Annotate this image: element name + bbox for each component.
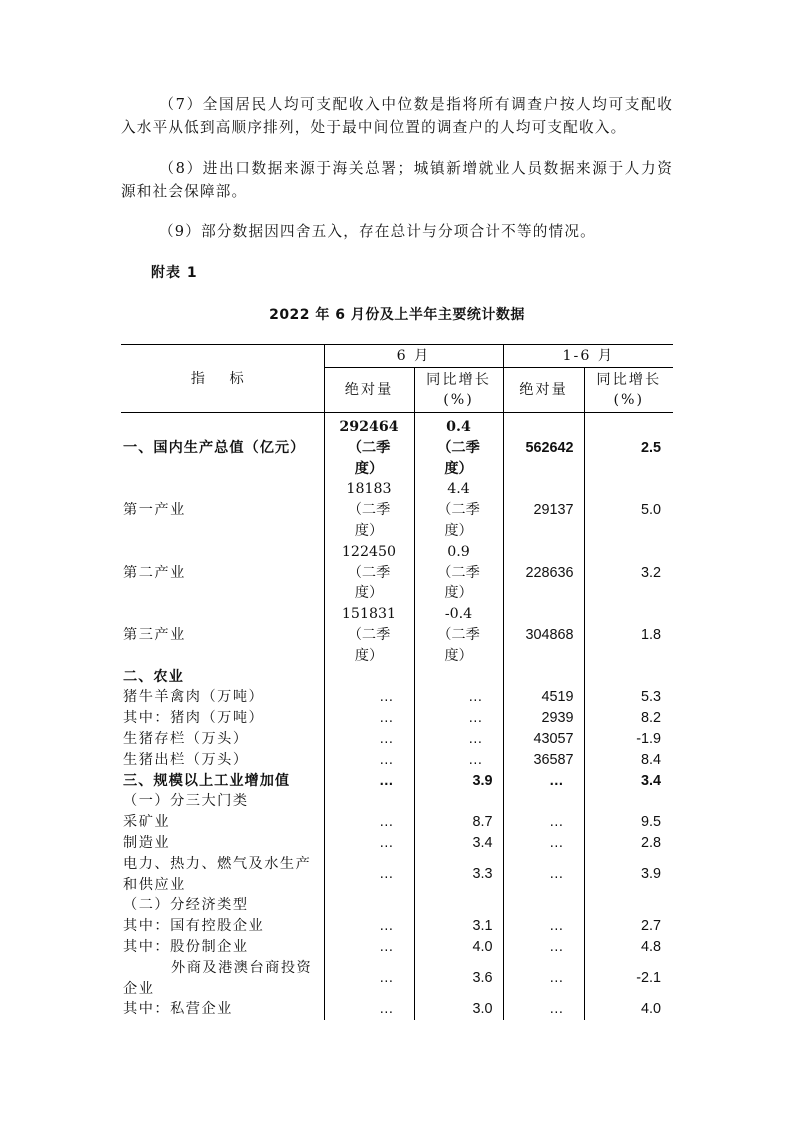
cell-june-yoy: 0.4 （二季 度） xyxy=(414,413,503,480)
cell-h1-yoy xyxy=(584,895,673,916)
cell-june-yoy: 0.9 （二季 度） xyxy=(414,542,503,604)
cell-june-yoy xyxy=(414,791,503,812)
table-row xyxy=(121,937,673,958)
cell-h1-absolute: … xyxy=(503,937,584,958)
cell-june-yoy: 8.7 xyxy=(414,812,503,833)
header-h1-yoy: 同比增长 (%) xyxy=(584,368,673,413)
table-title: 2022 年 6 月份及上半年主要统计数据 xyxy=(269,307,525,323)
cell-h1-yoy: 8.4 xyxy=(641,751,662,768)
cell-h1-yoy: 4.0 xyxy=(641,1001,662,1018)
cell-june-absolute xyxy=(324,667,414,688)
row-indicator: 猪牛羊禽肉（万吨） xyxy=(121,687,324,708)
cell-june-yoy: … xyxy=(414,708,503,729)
table-row xyxy=(121,895,673,916)
cell-h1-yoy: 3.4 xyxy=(641,772,662,789)
cell-h1-absolute: … xyxy=(503,812,584,833)
cell-june-absolute xyxy=(324,791,414,812)
cell-june-yoy xyxy=(414,667,503,688)
annex-label: 附表 1 xyxy=(151,265,198,281)
cell-h1-absolute: 29137 xyxy=(503,479,584,541)
cell-h1-yoy: 3.9 xyxy=(641,866,662,883)
table-row xyxy=(121,854,673,896)
cell-h1-yoy: 8.2 xyxy=(641,710,662,727)
cell-june-absolute: … xyxy=(324,812,414,833)
header-june: 6 月 xyxy=(324,345,503,368)
cell-h1-absolute: 43057 xyxy=(503,729,584,750)
header-indicator: 指 标 xyxy=(121,345,324,413)
cell-june-yoy: 3.4 xyxy=(414,833,503,854)
row-indicator: 二、农业 xyxy=(121,667,324,688)
row-indicator: 三、规模以上工业增加值 xyxy=(121,771,324,792)
cell-h1-yoy: 5.0 xyxy=(641,502,662,519)
table-row xyxy=(121,791,673,812)
cell-h1-absolute: 228636 xyxy=(503,542,584,604)
table-row xyxy=(121,667,673,688)
row-indicator: 其中：猪肉（万吨） xyxy=(121,708,324,729)
cell-june-yoy: 3.6 xyxy=(414,958,503,1000)
cell-h1-yoy: 4.8 xyxy=(641,938,662,955)
row-indicator: （二）分经济类型 xyxy=(121,895,324,916)
cell-h1-absolute: 36587 xyxy=(503,750,584,771)
cell-june-absolute: … xyxy=(324,937,414,958)
cell-h1-yoy: 3.2 xyxy=(641,564,662,581)
row-indicator: 外商及港澳台商投资企业 xyxy=(121,958,324,1000)
cell-june-yoy: 4.0 xyxy=(414,937,503,958)
statistics-table xyxy=(121,344,673,1020)
table-row xyxy=(121,604,673,666)
cell-june-absolute: … xyxy=(324,833,414,854)
cell-h1-absolute: … xyxy=(503,999,584,1020)
table-row xyxy=(121,916,673,937)
cell-h1-absolute: 4519 xyxy=(503,687,584,708)
cell-june-absolute: 151831 （二季 度） xyxy=(324,604,414,666)
cell-june-absolute: … xyxy=(324,916,414,937)
cell-h1-absolute: … xyxy=(503,771,584,792)
cell-h1-yoy: 2.8 xyxy=(641,834,662,851)
table-row xyxy=(121,999,673,1020)
cell-june-yoy: … xyxy=(414,750,503,771)
cell-h1-absolute: 304868 xyxy=(503,604,584,666)
cell-june-absolute: 292464 （二季 度） xyxy=(324,413,414,480)
table-row xyxy=(121,687,673,708)
table-row xyxy=(121,729,673,750)
table-row xyxy=(121,833,673,854)
header-june-absolute: 绝对量 xyxy=(324,368,414,413)
row-indicator: 生猪存栏（万头） xyxy=(121,729,324,750)
row-indicator: 制造业 xyxy=(121,833,324,854)
cell-h1-yoy xyxy=(584,667,673,688)
row-indicator: 采矿业 xyxy=(121,812,324,833)
cell-h1-yoy: -1.9 xyxy=(636,730,662,747)
cell-june-absolute: … xyxy=(324,999,414,1020)
cell-june-absolute: 18183 （二季 度） xyxy=(324,479,414,541)
table-row xyxy=(121,812,673,833)
cell-h1-yoy xyxy=(584,791,673,812)
cell-june-absolute: … xyxy=(324,729,414,750)
cell-h1-absolute: … xyxy=(503,833,584,854)
cell-h1-yoy: 5.3 xyxy=(641,689,662,706)
row-indicator: 第一产业 xyxy=(121,479,324,541)
cell-june-absolute: … xyxy=(324,958,414,1000)
table-row xyxy=(121,771,673,792)
cell-june-absolute xyxy=(324,895,414,916)
cell-h1-absolute xyxy=(503,791,584,812)
row-indicator: 生猪出栏（万头） xyxy=(121,750,324,771)
cell-h1-absolute: … xyxy=(503,916,584,937)
header-june-yoy: 同比增长 (%) xyxy=(414,368,503,413)
header-h1-absolute: 绝对量 xyxy=(503,368,584,413)
cell-h1-yoy: 9.5 xyxy=(641,814,662,831)
row-indicator: 其中：股份制企业 xyxy=(121,937,324,958)
cell-june-absolute: … xyxy=(324,854,414,896)
cell-june-yoy: 3.3 xyxy=(414,854,503,896)
cell-h1-absolute xyxy=(503,667,584,688)
cell-june-absolute: … xyxy=(324,708,414,729)
note-8: （8）进出口数据来源于海关总署；城镇新增就业人员数据来源于人力资源和社会保障部。 xyxy=(121,160,673,200)
cell-h1-absolute: … xyxy=(503,958,584,1000)
cell-june-yoy: -0.4 （二季 度） xyxy=(414,604,503,666)
row-indicator: 其中：私营企业 xyxy=(121,999,324,1020)
cell-h1-yoy: 1.8 xyxy=(641,626,662,643)
cell-june-absolute: … xyxy=(324,750,414,771)
cell-june-yoy: … xyxy=(414,729,503,750)
cell-june-absolute: 122450 （二季 度） xyxy=(324,542,414,604)
row-indicator: 电力、热力、燃气及水生产和供应业 xyxy=(121,854,324,896)
cell-h1-absolute: … xyxy=(503,854,584,896)
row-indicator: 第三产业 xyxy=(121,604,324,666)
cell-june-yoy: 3.0 xyxy=(414,999,503,1020)
cell-june-yoy: 3.1 xyxy=(414,916,503,937)
table-row xyxy=(121,750,673,771)
table-body xyxy=(121,413,673,1021)
header-h1: 1-6 月 xyxy=(503,345,673,368)
note-9: （9）部分数据因四舍五入，存在总计与分项合计不等的情况。 xyxy=(159,223,596,240)
table-row xyxy=(121,542,673,604)
cell-june-yoy xyxy=(414,895,503,916)
table-row xyxy=(121,958,673,1000)
row-indicator: （一）分三大门类 xyxy=(121,791,324,812)
cell-june-yoy: … xyxy=(414,687,503,708)
cell-june-yoy: 4.4 （二季 度） xyxy=(414,479,503,541)
table-row xyxy=(121,479,673,541)
row-indicator: 其中：国有控股企业 xyxy=(121,916,324,937)
cell-h1-yoy: 2.7 xyxy=(641,918,662,935)
cell-h1-yoy: -2.1 xyxy=(636,970,662,987)
cell-h1-yoy: 2.5 xyxy=(641,439,662,456)
cell-h1-absolute: 562642 xyxy=(503,413,584,480)
table-row xyxy=(121,708,673,729)
cell-h1-absolute xyxy=(503,895,584,916)
row-indicator: 一、国内生产总值（亿元） xyxy=(121,413,324,480)
row-indicator: 第二产业 xyxy=(121,542,324,604)
cell-june-yoy: 3.9 xyxy=(414,771,503,792)
cell-june-absolute: … xyxy=(324,687,414,708)
note-7: （7）全国居民人均可支配收入中位数是指将所有调查户按人均可支配收入水平从低到高顺序排列，处于最中间位置的调查户的人均可支配收入。 xyxy=(121,96,673,136)
table-row xyxy=(121,413,673,480)
cell-h1-absolute: 2939 xyxy=(503,708,584,729)
cell-june-absolute: … xyxy=(324,771,414,792)
